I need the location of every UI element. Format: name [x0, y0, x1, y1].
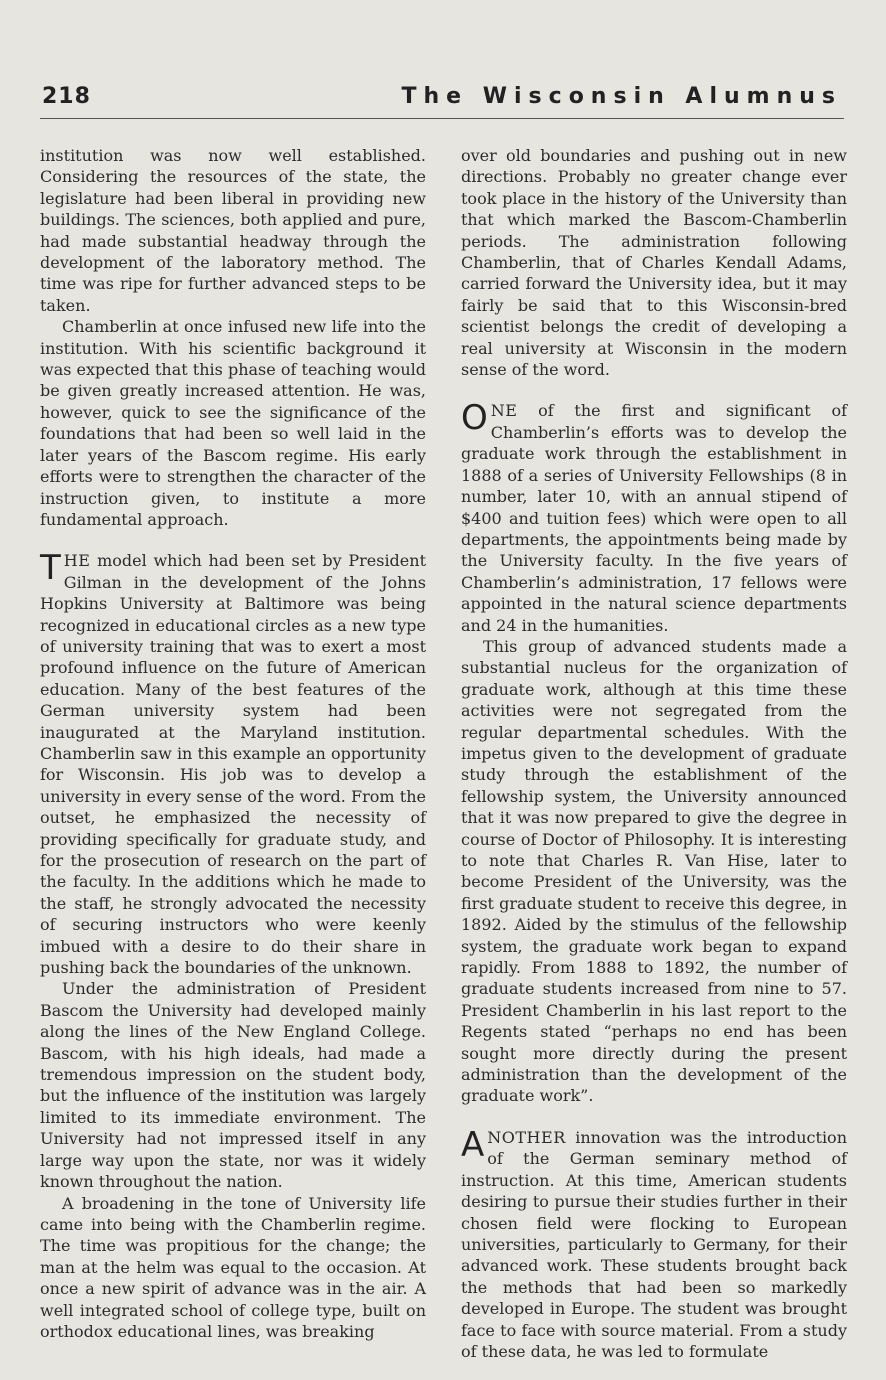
- right-column: [461, 145, 847, 1362]
- lead-in-smallcaps: NOTHER: [487, 1127, 566, 1147]
- paragraph: This group of advanced students made a substantial nucleus for the organization of graduate work, although at this time these activities were not segregated from the regular departmental schedules. With the impetus given to the development of graduate study through the establishment of the fellowship system, the University announced that it was now prepared to give the degree in course of Doctor of Philosophy. It is interesting to note that Charles R. Van Hise, later to become President of the University, was the first graduate student to receive this degree, in 1892. Aided by the stimulus of the fellowship system, the graduate work began to expand rapidly. From 1888 to 1892, the number of graduate students increased from nine to 57. President Chamberlin in his last report to the Regents stated “perhaps no end has been sought more directly during the present administration than the development of the graduate work”.: [461, 636, 847, 1106]
- magazine-title: The Wisconsin Alumnus: [401, 84, 842, 109]
- drop-cap: A: [461, 1124, 485, 1165]
- drop-cap: O: [461, 398, 488, 439]
- paragraph-text: innovation was the introduction of the German seminary method of instruction. At this time, American students desiring to pursue their studies further in their chosen field were flocking to European universities, particularly to Germany, for their advanced work. These students brought back the methods that had been so markedly developed in Europe. The student was brought face to face with source material. From a study of these data, he was led to formulate: [461, 1127, 847, 1361]
- section-paragraph: [461, 400, 847, 635]
- page-header: [40, 84, 844, 119]
- paragraph: institution was now well established. Considering the resources of the state, the legislature had been liberal in providing new buildings. The sciences, both applied and pure, had made substantial headway through the development of the laboratory method. The time was ripe for further advanced steps to be taken.: [40, 146, 426, 315]
- section-paragraph: [40, 550, 426, 978]
- section-paragraph: [461, 1124, 847, 1362]
- left-column: [40, 145, 426, 1342]
- paragraph: over old boundaries and pushing out in new directions. Probably no greater change ever took place in the history of the University than that which marked the Bascom-Chamberlin periods. The administration following Chamberlin, that of Charles Kendall Adams, carried forward the University idea, but it may fairly be said that to this Wisconsin-bred scientist belongs the credit of developing a real university at Wisconsin in the modern sense of the word.: [461, 146, 847, 380]
- paragraph: Chamberlin at once infused new life into the institution. With his scientific background it was expected that this phase of teaching would be given greatly increased attention. He was, however, quick to see the significance of the foundations that had been so well laid in the later years of the Bascom regime. His early efforts were to strengthen the character of the instruction given, to institute a more fundamental approach.: [40, 317, 426, 529]
- drop-cap: T: [40, 548, 61, 589]
- paragraph-text: model which had been set by President Gilman in the development of the Johns Hopkins University at Baltimore was being recognized in educational circles as a new type of university training that was to exert a most profound influence on the future of American education. Many of the best features of the German university system had been inaugurated at the Maryland institution. Chamberlin saw in this example an opportunity for Wisconsin. His job was to develop a university in every sense of the word. From the outset, he emphasized the necessity of providing specifically for graduate study, and for the prosecution of research on the part of the faculty. In the additions which he made to the staff, he strongly advocated the necessity of securing instructors who were keenly imbued with a desire to do their share in pushing back the boundaries of the unknown.: [40, 551, 426, 978]
- page-number: 218: [42, 84, 91, 109]
- paragraph: A broadening in the tone of University life came into being with the Chamberlin regime. The time was propitious for the change; the man at the helm was equal to the occasion. At once a new spirit of advance was in the air. A well integrated school of college type, built on orthodox educational lines, was breaking: [40, 1193, 426, 1341]
- paragraph-text: of the first and significant of Chamberlin’s efforts was to develop the graduate work through the establishment in 1888 of a series of University Fellowships (8 in number, later 10, with an annual stipend of $400 and tuition fees) which were open to all departments, the appointments being made by the University faculty. In the five years of Chamberlin’s administration, 17 fellows were appointed in the natural science departments and 24 in the humanities.: [461, 401, 847, 635]
- lead-in-smallcaps: NE: [490, 401, 518, 421]
- paragraph: Under the administration of President Bascom the University had developed mainly along the lines of the New England College. Bascom, with his high ideals, had made a tremendous impression on the student body, but the influence of the institution was largely limited to its immediate environment. The University had not impressed itself in any large way upon the state, nor was it widely known throughout the nation.: [40, 979, 426, 1192]
- lead-in-smallcaps: HE: [63, 551, 91, 571]
